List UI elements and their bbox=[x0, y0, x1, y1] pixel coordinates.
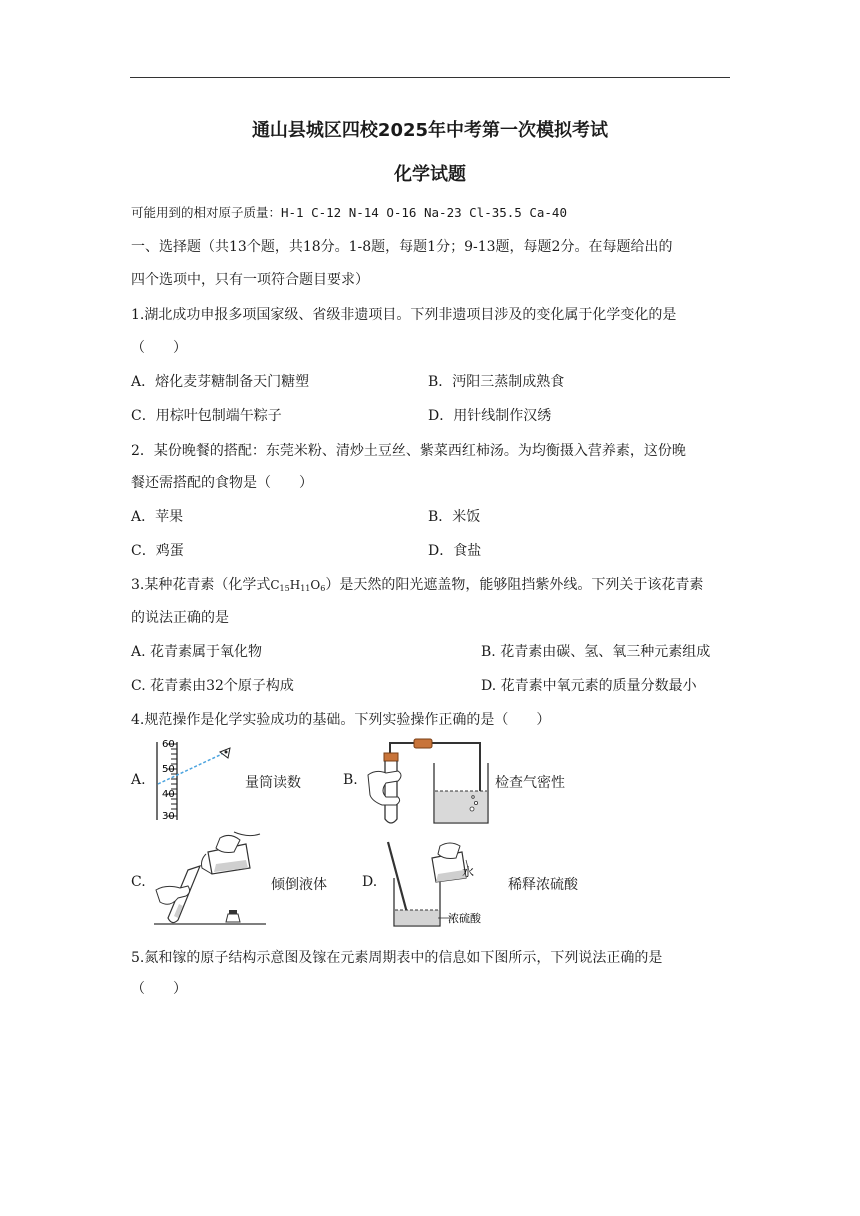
q4-fig-b-caption: 检查气密性 bbox=[495, 775, 565, 791]
section-instructions-line1: 一、选择题（共13个题，共18分。1-8题，每题1分；9-13题，每题2分。在每题给出的 bbox=[131, 239, 673, 255]
exam-title: 通山县城区四校2025年中考第一次模拟考试 bbox=[251, 120, 609, 141]
q1-stem: 1.湖北成功申报多项国家级、省级非遗项目。下列非遗项目涉及的变化属于化学变化的是 bbox=[131, 307, 677, 323]
q3-formula: $C_{15}H_{11}O_6$ bbox=[270, 578, 326, 593]
q4-fig-a-letter: A. bbox=[131, 772, 146, 788]
q2-option-a: A．苹果 bbox=[131, 509, 184, 525]
q1-option-a: A．熔化麦芽糖制备天门糖塑 bbox=[131, 374, 310, 390]
section-instructions-line2: 四个选项中，只有一项符合题目要求） bbox=[131, 272, 369, 288]
tick-label-60: 60 bbox=[162, 739, 175, 750]
airtightness-check-diagram bbox=[362, 735, 492, 827]
q4-fig-c-letter: C. bbox=[131, 874, 146, 890]
q2-option-d: D．食盐 bbox=[428, 543, 482, 559]
q3-option-b: B. 花青素由碳、氢、氧三种元素组成 bbox=[481, 644, 711, 660]
graduated-cylinder-diagram bbox=[150, 738, 240, 824]
q3-option-a: A. 花青素属于氧化物 bbox=[131, 644, 263, 660]
exam-subtitle: 化学试题 bbox=[394, 164, 466, 185]
q3-option-d: D. 花青素中氧元素的质量分数最小 bbox=[481, 678, 697, 694]
q1-option-b: B．沔阳三蒸制成熟食 bbox=[428, 374, 565, 390]
q4-fig-c-caption: 倾倒液体 bbox=[271, 877, 327, 893]
conc-acid-label: 浓硫酸 bbox=[448, 912, 481, 925]
atomic-masses: 可能用到的相对原子质量：H-1 C-12 N-14 O-16 Na-23 Cl-35.5 Ca-40 bbox=[131, 205, 567, 220]
q5-answer-blank: （ ） bbox=[131, 981, 187, 997]
water-label: 水 bbox=[462, 865, 475, 879]
q4-fig-a-caption: 量筒读数 bbox=[245, 775, 301, 791]
q2-stem: 2．某份晚餐的搭配：东莞米粉、清炒土豆丝、紫菜西红柿汤。为均衡摄入营养素，这份晚 bbox=[131, 443, 686, 459]
q5-stem: 5.氮和镓的原子结构示意图及镓在元素周期表中的信息如下图所示，下列说法正确的是 bbox=[131, 950, 663, 966]
q1-option-d: D．用针线制作汉绣 bbox=[428, 408, 552, 424]
q2-option-b: B．米饭 bbox=[428, 509, 481, 525]
q3-stem-cont: 的说法正确的是 bbox=[131, 610, 229, 626]
q3-stem-part1: 3.某种花青素（化学式 bbox=[131, 577, 271, 593]
q3-option-c: C. 花青素由32个原子构成 bbox=[131, 678, 294, 694]
q4-fig-d-caption: 稀释浓硫酸 bbox=[508, 877, 578, 893]
tick-label-30: 30 bbox=[162, 811, 175, 822]
q4-fig-b-letter: B. bbox=[343, 772, 358, 788]
q2-stem-cont: 餐还需搭配的食物是（ ） bbox=[131, 475, 313, 491]
tick-label-40: 40 bbox=[162, 789, 175, 800]
q1-option-c: C．用棕叶包制端午粽子 bbox=[131, 408, 282, 424]
dilute-sulfuric-acid-diagram bbox=[380, 838, 495, 930]
q1-answer-blank: （ ） bbox=[131, 340, 187, 356]
q3-stem bbox=[131, 574, 703, 594]
q3-stem-part2: ）是天然的阳光遮盖物，能够阻挡紫外线。下列关于该花青素 bbox=[325, 577, 704, 593]
pouring-liquid-diagram bbox=[150, 830, 268, 930]
tick-label-50: 50 bbox=[162, 764, 175, 775]
q4-stem: 4.规范操作是化学实验成功的基础。下列实验操作正确的是（ ） bbox=[131, 712, 551, 728]
header-rule bbox=[130, 77, 730, 78]
q2-option-c: C．鸡蛋 bbox=[131, 543, 184, 559]
q4-fig-d-letter: D. bbox=[362, 874, 378, 890]
